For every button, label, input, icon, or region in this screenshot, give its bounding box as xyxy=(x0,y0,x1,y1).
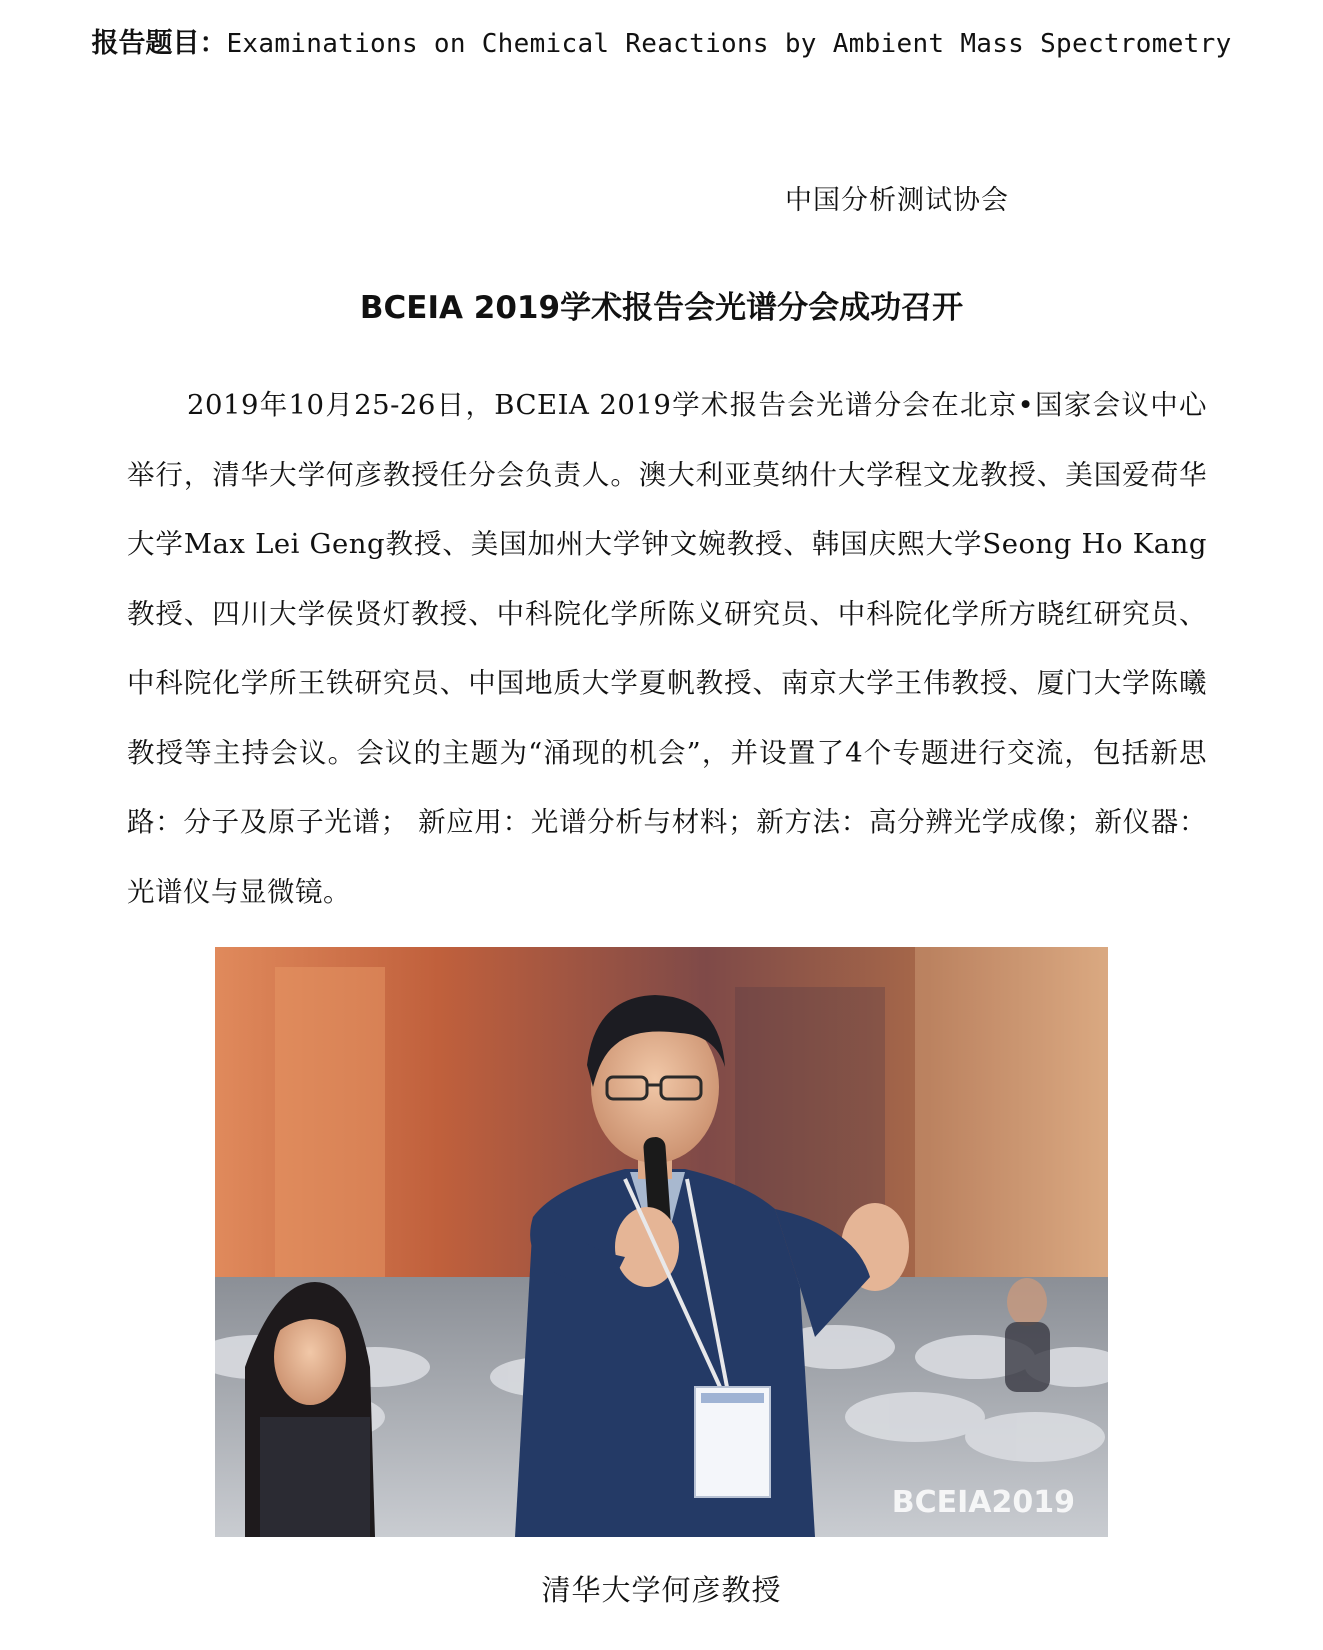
report-title-label: 报告题目： xyxy=(91,28,227,59)
report-title-text: Examinations on Chemical Reactions by Ambient Mass Spectrometry xyxy=(226,29,1232,59)
article-body: 2019年10月25-26日，BCEIA 2019学术报告会光谱分会在北京•国家会议中心举行，清华大学何彦教授任分会负责人。澳大利亚莫纳什大学程文龙教授、美国爱荷华大学Max Lei Geng教授、美国加州大学钟文婉教授、韩国庆熙大学Seong Ho Kang教授、四川大学侯贤灯教授、中科院化学所陈义研究员、中科院化学所方晓红研究员、中科院化学所王铁研究员、中国地质大学夏帆教授、南京大学王伟教授、厦门大学陈曦教授等主持会议。会议的主题为“涌现的机会”，并设置了4个专题进行交流，包括新思路：分子及原子光谱； 新应用：光谱分析与材料；新方法：高分辨光学成像；新仪器：光谱仪与显微镜。 xyxy=(127,389,1207,908)
speaker-photo xyxy=(215,947,1108,1537)
report-title xyxy=(0,9,1323,79)
photo-watermark: BCEIA2019 xyxy=(891,1485,1075,1520)
photo-caption: 清华大学何彦教授 xyxy=(541,1573,782,1607)
photo-illustration xyxy=(215,947,1108,1537)
article-headline: BCEIA 2019学术报告会光谱分会成功召开 xyxy=(359,290,964,326)
organization-name: 中国分析测试协会 xyxy=(785,185,1009,216)
